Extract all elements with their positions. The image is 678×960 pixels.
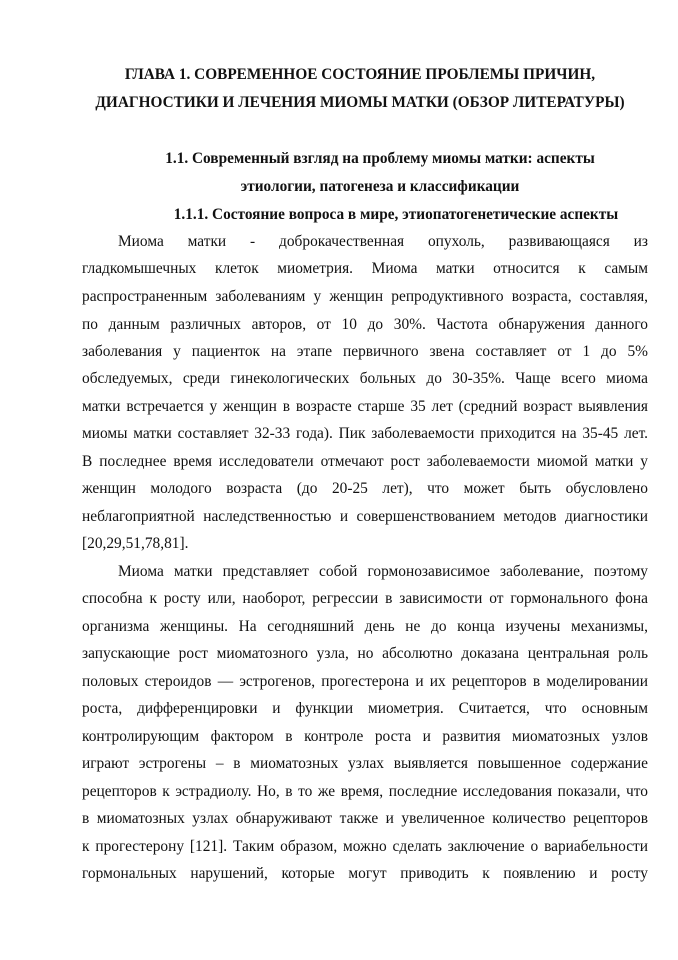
paragraph-2-line: организма женщины. На сегодняшний день не до конца изучены механизмы, — [82, 618, 648, 635]
paragraph-2-line: роста, дифференцировки и функции миометрия. Считается, что основным — [82, 700, 648, 717]
paragraph-2-line: способна к росту или, наоборот, регрессии в зависимости от гормонального фона — [82, 590, 648, 607]
chapter-title-line-1: ГЛАВА 1. СОВРЕМЕННОЕ СОСТОЯНИЕ ПРОБЛЕМЫ ПРИЧИН, — [124, 66, 596, 83]
subsection-title: 1.1.1. Состояние вопроса в мире, этиопатогенетические аспекты — [173, 206, 619, 223]
paragraph-1-line: В последнее время исследователи отмечают рост заболеваемости миомой матки у — [82, 453, 648, 470]
paragraph-2-line: гормональных нарушений, которые могут приводить к появлению и росту — [82, 865, 648, 882]
paragraph-1-line: неблагоприятной наследственностью и совершенствованием методов диагностики — [82, 508, 648, 525]
chapter-title-line-2: ДИАГНОСТИКИ И ЛЕЧЕНИЯ МИОМЫ МАТКИ (ОБЗОР ЛИТЕРАТУРЫ) — [95, 94, 625, 111]
section-title-line-2: этиологии, патогенеза и классификации — [240, 178, 520, 195]
paragraph-2-line: рецепторов к эстрадиолу. Но, в то же время, последние исследования показали, что — [82, 783, 648, 800]
paragraph-1-line: женщин молодого возраста (до 20-25 лет), что может быть обусловлено — [82, 480, 648, 497]
paragraph-1-line: по данным различных авторов, от 10 до 30%. Частота обнаружения данного — [82, 316, 648, 333]
paragraph-2-line: к прогестерону [121]. Таким образом, можно сделать заключение о вариабельности — [82, 838, 648, 855]
paragraph-2-line: играют эстрогены – в миоматозных узлах выявляется повышенное содержание — [82, 755, 648, 772]
paragraph-1-line: [20,29,51,78,81]. — [82, 535, 189, 552]
paragraph-1-line: обследуемых, среди гинекологических больных до 30-35%. Чаще всего миома — [82, 370, 648, 387]
paragraph-1-line: Миома матки - доброкачественная опухоль, развивающаяся из — [118, 233, 648, 250]
paragraph-2-line: половых стероидов — эстрогенов, прогестерона и их рецепторов в моделировании — [82, 673, 648, 690]
paragraph-2-line: контролирующим фактором в контроле роста и развития миоматозных узлов — [82, 728, 648, 745]
paragraph-2-line: Миома матки представляет собой гормонозависимое заболевание, поэтому — [118, 563, 648, 580]
paragraph-1-line: распространенным заболеваниям у женщин репродуктивного возраста, составляя, — [82, 288, 648, 305]
section-title-line-1: 1.1. Современный взгляд на проблему миомы матки: аспекты — [165, 150, 595, 167]
paragraph-1-line: гладкомышечных клеток миометрия. Миома матки относится к самым — [82, 260, 648, 277]
paragraph-1-line: заболевания у пациенток на этапе первичного звена составляет от 1 до 5% — [82, 343, 648, 360]
paragraph-2-line: запускающие рост миоматозного узла, но абсолютно доказана центральная роль — [82, 645, 648, 662]
paragraph-1-line: матки встречается у женщин в возрасте старше 35 лет (средний возраст выявления — [82, 398, 648, 415]
paragraph-2-line: в миоматозных узлах обнаруживают также и увеличенное количество рецепторов — [82, 810, 648, 827]
paragraph-1-line: миомы матки составляет 32-33 года). Пик заболеваемости приходится на 35-45 лет. — [82, 425, 648, 442]
